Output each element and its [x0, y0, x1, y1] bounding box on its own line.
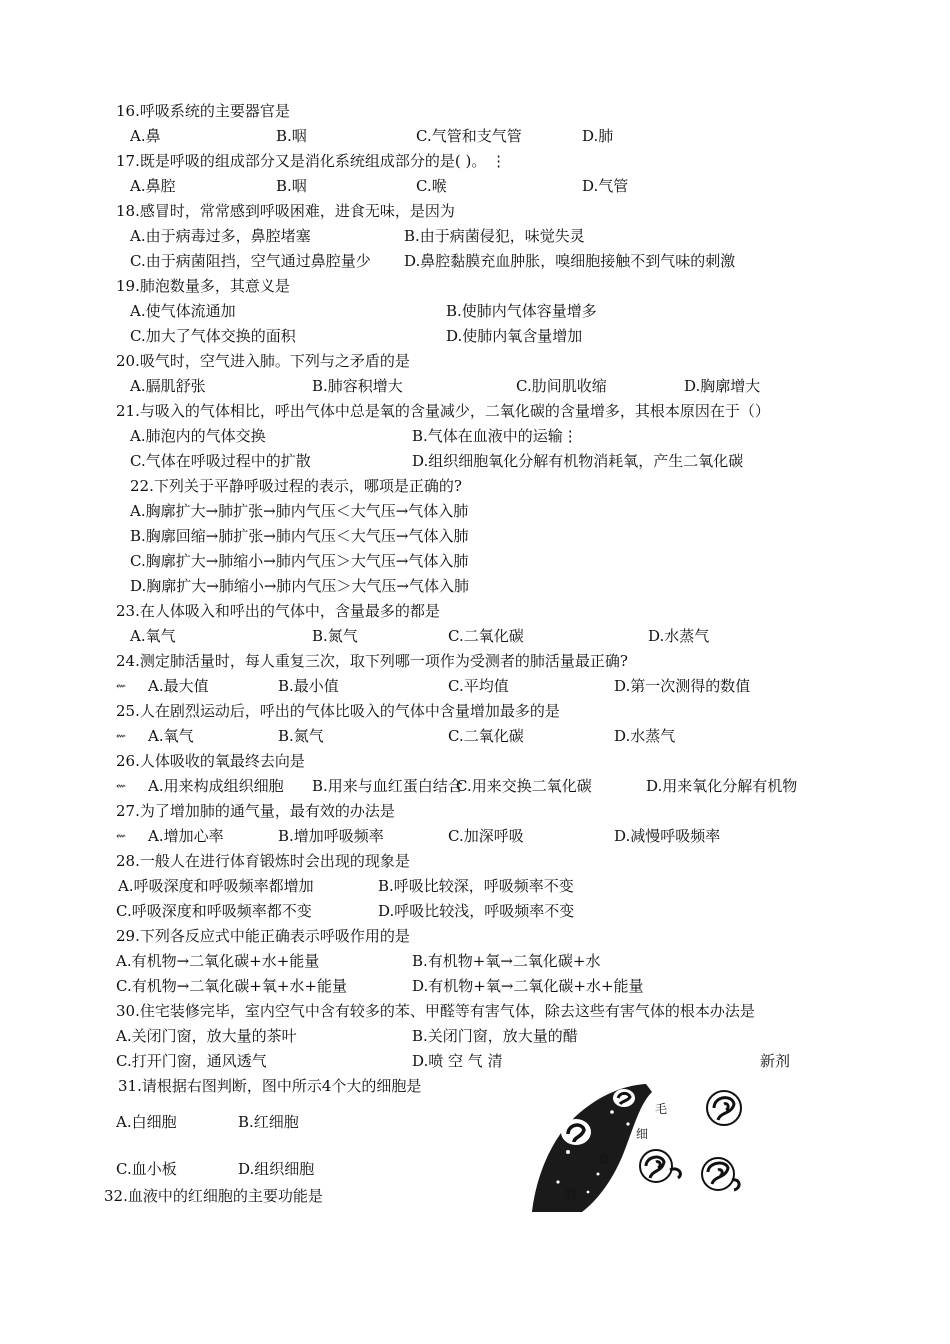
capillary-vessel: [532, 1084, 652, 1212]
figure-label-1: 毛: [655, 1102, 668, 1116]
question-stem: 24.测定肺活量时，每人重复三次，取下列哪一项作为受测者的肺活量最正确?: [116, 652, 628, 670]
option-A: C.有机物→二氧化碳+氧+水+能量: [116, 977, 347, 995]
option-C: C.二氧化碳: [448, 727, 524, 745]
option-A: A.关闭门窗，放大量的茶叶: [116, 1027, 297, 1045]
option-A: C.呼吸深度和呼吸频率都不变: [116, 902, 312, 920]
option-B: D.鼻腔黏膜充血肿胀，嗅细胞接触不到气味的刺激: [404, 252, 736, 270]
option-A: A.呼吸深度和呼吸频率都增加: [118, 877, 314, 895]
option-B: D.组织细胞氧化分解有机物消耗氧，产生二氧化碳: [412, 452, 744, 470]
option-B: B.用来与血红蛋白结合: [312, 777, 463, 795]
figure-label-4: 管: [565, 1188, 578, 1202]
margin-mark: ⇜: [116, 779, 127, 793]
question-stem: 29.下列各反应式中能正确表示呼吸作用的是: [116, 927, 410, 945]
option-A: A.使气体流通加: [130, 302, 236, 320]
option-A: A.膈肌舒张: [130, 377, 206, 395]
figure-label-2: 细: [636, 1127, 649, 1141]
option-A: B.胸廓回缩→肺扩张→肺内气压＜大气压→气体入肺: [130, 527, 469, 545]
cell-in-vessel-2: [561, 1119, 591, 1145]
white-cell-3: [702, 1158, 739, 1190]
option-B: B.红细胞: [238, 1113, 299, 1131]
option-C: C.用来交换二氧化碳: [456, 777, 592, 795]
option-D: D.肺: [582, 127, 614, 145]
option-B: D.使肺内氧含量增加: [446, 327, 583, 345]
question-stem: 27.为了增加肺的通气量，最有效的办法是: [116, 802, 395, 820]
option-B: D.呼吸比较浅，呼吸频率不变: [378, 902, 575, 920]
option-B: B.咽: [276, 177, 307, 195]
question-stem: 23.在人体吸入和呼出的气体中，含量最多的都是: [116, 602, 440, 620]
option-D: D.第一次测得的数值: [614, 677, 751, 695]
option-A: A.胸廓扩大→肺扩张→肺内气压＜大气压→气体入肺: [130, 502, 469, 520]
question-stem: 18.感冒时，常常感到呼吸困难，进食无味，是因为: [116, 202, 455, 220]
option-A: C.气体在呼吸过程中的扩散: [130, 452, 311, 470]
option-B: D.组织细胞: [238, 1160, 315, 1178]
option-B: B.氮气: [278, 727, 324, 745]
option-D: D.胸廓增大: [684, 377, 761, 395]
white-cell-1: [707, 1091, 741, 1125]
option-B: B.增加呼吸频率: [278, 827, 384, 845]
option-B: D.喷 空 气 清: [412, 1052, 503, 1070]
blood-cells-figure: [528, 1082, 768, 1214]
option-A: D.胸廓扩大→肺缩小→肺内气压＞大气压→气体入肺: [130, 577, 469, 595]
option-B: B.呼吸比较深，呼吸频率不变: [378, 877, 574, 895]
option-D: D.气管: [582, 177, 629, 195]
option-A: A.最大值: [148, 677, 209, 695]
margin-mark: ⇜: [116, 729, 127, 743]
option-A: A.白细胞: [116, 1113, 177, 1131]
option-A: A.鼻: [130, 127, 161, 145]
option-A: A.由于病毒过多，鼻腔堵塞: [130, 227, 311, 245]
question-stem: 20.吸气时，空气进入肺。下列与之矛盾的是: [116, 352, 410, 370]
option-B: B.最小值: [278, 677, 339, 695]
option-A: A.鼻腔: [130, 177, 176, 195]
question-stem: 26.人体吸收的氧最终去向是: [116, 752, 305, 770]
option-A: A.增加心率: [148, 827, 224, 845]
option-B: B.使肺内气体容量增多: [446, 302, 597, 320]
margin-mark: ⇜: [116, 829, 127, 843]
option-C: 新剂: [760, 1052, 791, 1070]
question-stem: 21.与吸入的气体相比，呼出气体中总是氧的含量减少，二氧化碳的含量增多，其根本原因在于（）: [116, 402, 770, 420]
option-C: C.喉: [416, 177, 447, 195]
option-D: D.减慢呼吸频率: [614, 827, 721, 845]
option-B: D.有机物+氧→二氧化碳+水+能量: [412, 977, 644, 995]
option-B: B.肺容积增大: [312, 377, 403, 395]
question-stem: 25.人在剧烈运动后，呼出的气体比吸入的气体中含量增加最多的是: [116, 702, 560, 720]
option-C: C.平均值: [448, 677, 509, 695]
option-D: D.用来氧化分解有机物: [646, 777, 798, 795]
question-stem: 19.肺泡数量多，其意义是: [116, 277, 290, 295]
option-A: A.氧气: [130, 627, 176, 645]
question-stem: 22.下列关于平静呼吸过程的表示，哪项是正确的?: [130, 477, 462, 495]
option-B: B.氮气: [312, 627, 358, 645]
option-A: C.由于病菌阻挡，空气通过鼻腔量少: [130, 252, 371, 270]
option-C: C.气管和支气管: [416, 127, 522, 145]
option-B: B.有机物+氧→二氧化碳+水: [412, 952, 601, 970]
option-D: D.水蒸气: [648, 627, 710, 645]
question-stem: 32.血液中的红细胞的主要功能是: [104, 1187, 323, 1205]
question-stem: 16.呼吸系统的主要器官是: [116, 102, 290, 120]
option-A: C.胸廓扩大→肺缩小→肺内气压＞大气压→气体入肺: [130, 552, 469, 570]
option-A: A.肺泡内的气体交换: [130, 427, 266, 445]
option-C: C.加深呼吸: [448, 827, 524, 845]
option-D: D.水蒸气: [614, 727, 676, 745]
margin-mark: ⇜: [116, 679, 127, 693]
option-B: B.气体在血液中的运输⋮: [412, 427, 578, 445]
option-C: C.肋间肌收缩: [516, 377, 607, 395]
question-stem: 30.住宅装修完毕，室内空气中含有较多的苯、甲醛等有害气体，除去这些有害气体的根本办法是: [116, 1002, 755, 1020]
option-A: C.加大了气体交换的面积: [130, 327, 296, 345]
option-B: B.咽: [276, 127, 307, 145]
cell-in-vessel-1: [613, 1089, 635, 1107]
question-stem: 31.请根据右图判断，图中所示4个大的细胞是: [118, 1077, 422, 1095]
question-stem: 17.既是呼吸的组成部分又是消化系统组成部分的是( )。 ⋮: [116, 152, 507, 170]
option-A: C.血小板: [116, 1160, 177, 1178]
question-stem: 28.一般人在进行体育锻炼时会出现的现象是: [116, 852, 410, 870]
option-A: C.打开门窗，通风透气: [116, 1052, 267, 1070]
white-cell-2: [640, 1150, 680, 1182]
option-A: A.有机物→二氧化碳+水+能量: [116, 952, 320, 970]
option-A: A.氧气: [148, 727, 194, 745]
option-A: A.用来构成组织细胞: [148, 777, 284, 795]
figure-label-3: 血: [598, 1152, 611, 1166]
option-B: B.关闭门窗，放大量的醋: [412, 1027, 578, 1045]
option-C: C.二氧化碳: [448, 627, 524, 645]
option-B: B.由于病菌侵犯，味觉失灵: [404, 227, 585, 245]
